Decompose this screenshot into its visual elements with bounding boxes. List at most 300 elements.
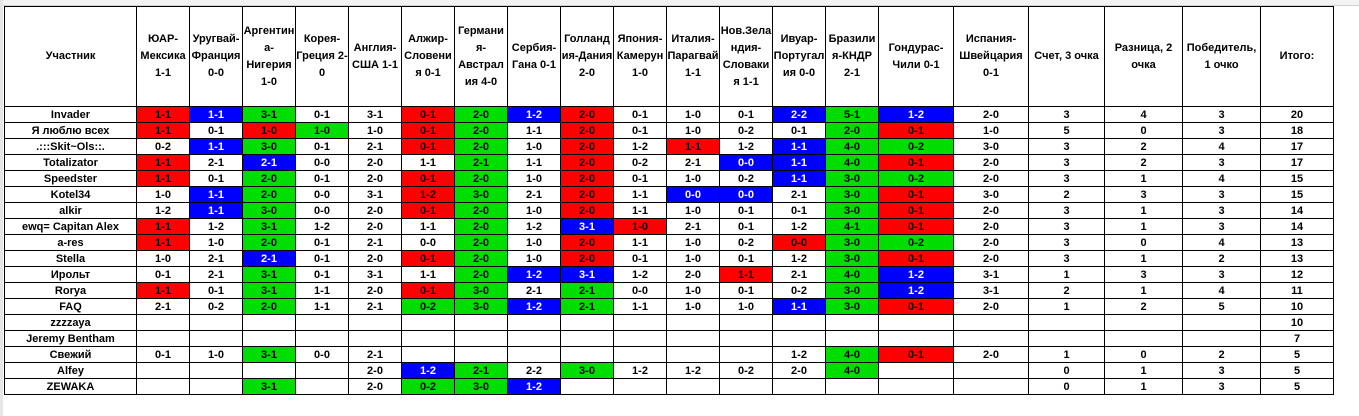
prediction-cell[interactable]: 2-0 bbox=[455, 171, 508, 187]
prediction-cell[interactable]: 0-1 bbox=[402, 203, 455, 219]
prediction-cell[interactable]: 2-0 bbox=[561, 123, 614, 139]
prediction-cell[interactable]: 2-0 bbox=[561, 235, 614, 251]
winner-cell[interactable]: 3 bbox=[1183, 155, 1261, 171]
prediction-cell[interactable]: 1-1 bbox=[137, 123, 190, 139]
total-cell[interactable]: 20 bbox=[1261, 107, 1334, 123]
prediction-cell[interactable]: 3-1 bbox=[954, 283, 1029, 299]
prediction-cell[interactable]: 1-1 bbox=[508, 123, 561, 139]
prediction-cell[interactable]: 1-1 bbox=[137, 107, 190, 123]
prediction-cell[interactable]: 3-0 bbox=[455, 187, 508, 203]
total-cell[interactable]: 15 bbox=[1261, 171, 1334, 187]
winner-cell[interactable]: 3 bbox=[1183, 379, 1261, 395]
prediction-cell[interactable]: 1-2 bbox=[773, 347, 826, 363]
prediction-cell[interactable]: 2-0 bbox=[243, 235, 296, 251]
prediction-cell[interactable]: 3-1 bbox=[349, 187, 402, 203]
prediction-cell[interactable]: 1-2 bbox=[508, 379, 561, 395]
prediction-cell[interactable]: 0-0 bbox=[773, 235, 826, 251]
score-cell[interactable]: 1 bbox=[1029, 299, 1105, 315]
prediction-cell[interactable]: 2-0 bbox=[954, 155, 1029, 171]
prediction-cell[interactable]: 0-2 bbox=[402, 299, 455, 315]
prediction-cell[interactable] bbox=[190, 315, 243, 331]
participant-name-cell[interactable]: alkir bbox=[5, 203, 137, 219]
prediction-cell[interactable]: 2-0 bbox=[455, 123, 508, 139]
prediction-cell[interactable]: 2-0 bbox=[349, 219, 402, 235]
prediction-cell[interactable]: 2-2 bbox=[773, 107, 826, 123]
participant-name-cell[interactable]: Ирольт bbox=[5, 267, 137, 283]
prediction-cell[interactable]: 2-0 bbox=[349, 203, 402, 219]
total-cell[interactable]: 14 bbox=[1261, 219, 1334, 235]
column-header-4[interactable]: Корея-Греция 2-0 bbox=[296, 7, 349, 107]
column-header-19[interactable]: Победитель, 1 очко bbox=[1183, 7, 1261, 107]
prediction-cell[interactable]: 0-2 bbox=[720, 363, 773, 379]
prediction-cell[interactable]: 0-1 bbox=[773, 203, 826, 219]
diff-cell[interactable]: 2 bbox=[1105, 155, 1183, 171]
prediction-cell[interactable]: 0-0 bbox=[296, 155, 349, 171]
participant-name-cell[interactable]: Jeremy Bentham bbox=[5, 331, 137, 347]
prediction-cell[interactable]: 1-0 bbox=[508, 171, 561, 187]
prediction-cell[interactable]: 1-1 bbox=[137, 171, 190, 187]
prediction-cell[interactable]: 2-1 bbox=[773, 187, 826, 203]
prediction-cell[interactable] bbox=[296, 331, 349, 347]
column-header-3[interactable]: Аргентина-Нигерия 1-0 bbox=[243, 7, 296, 107]
prediction-cell[interactable]: 3-1 bbox=[349, 107, 402, 123]
prediction-cell[interactable] bbox=[879, 331, 954, 347]
prediction-cell[interactable]: 2-0 bbox=[561, 187, 614, 203]
prediction-cell[interactable]: 0-1 bbox=[296, 267, 349, 283]
prediction-cell[interactable]: 3-0 bbox=[826, 171, 879, 187]
winner-cell[interactable]: 4 bbox=[1183, 139, 1261, 155]
prediction-cell[interactable]: 2-1 bbox=[190, 251, 243, 267]
prediction-cell[interactable]: 1-0 bbox=[190, 347, 243, 363]
prediction-cell[interactable]: 2-0 bbox=[954, 219, 1029, 235]
diff-cell[interactable]: 2 bbox=[1105, 139, 1183, 155]
participant-name-cell[interactable]: Kotel34 bbox=[5, 187, 137, 203]
prediction-cell[interactable]: 2-0 bbox=[954, 299, 1029, 315]
prediction-cell[interactable]: 0-2 bbox=[190, 299, 243, 315]
prediction-cell[interactable]: 1-2 bbox=[614, 363, 667, 379]
prediction-cell[interactable] bbox=[773, 331, 826, 347]
prediction-cell[interactable]: 0-1 bbox=[296, 251, 349, 267]
prediction-cell[interactable] bbox=[773, 379, 826, 395]
participant-name-cell[interactable]: Speedster bbox=[5, 171, 137, 187]
prediction-cell[interactable]: 0-1 bbox=[296, 107, 349, 123]
participant-name-cell[interactable]: Свежий bbox=[5, 347, 137, 363]
prediction-cell[interactable]: 1-0 bbox=[720, 299, 773, 315]
prediction-cell[interactable]: 1-1 bbox=[190, 107, 243, 123]
prediction-cell[interactable]: 1-2 bbox=[402, 363, 455, 379]
prediction-cell[interactable] bbox=[614, 315, 667, 331]
prediction-cell[interactable]: 2-1 bbox=[508, 187, 561, 203]
prediction-cell[interactable] bbox=[667, 347, 720, 363]
prediction-cell[interactable]: 2-0 bbox=[349, 283, 402, 299]
prediction-cell[interactable]: 1-0 bbox=[667, 251, 720, 267]
prediction-cell[interactable]: 0-1 bbox=[402, 123, 455, 139]
prediction-cell[interactable]: 2-1 bbox=[190, 155, 243, 171]
participant-name-cell[interactable]: Rorya bbox=[5, 283, 137, 299]
prediction-cell[interactable]: 1-0 bbox=[667, 203, 720, 219]
prediction-cell[interactable]: 2-1 bbox=[243, 251, 296, 267]
prediction-cell[interactable] bbox=[243, 315, 296, 331]
prediction-cell[interactable]: 2-1 bbox=[508, 283, 561, 299]
prediction-cell[interactable]: 2-1 bbox=[349, 347, 402, 363]
prediction-cell[interactable] bbox=[137, 331, 190, 347]
score-cell[interactable]: 3 bbox=[1029, 235, 1105, 251]
prediction-cell[interactable]: 2-0 bbox=[561, 203, 614, 219]
prediction-cell[interactable]: 0-2 bbox=[614, 155, 667, 171]
total-cell[interactable]: 7 bbox=[1261, 331, 1334, 347]
prediction-cell[interactable]: 1-1 bbox=[773, 139, 826, 155]
prediction-cell[interactable]: 3-0 bbox=[243, 139, 296, 155]
column-header-5[interactable]: Англия-США 1-1 bbox=[349, 7, 402, 107]
prediction-cell[interactable]: 1-2 bbox=[402, 187, 455, 203]
diff-cell[interactable]: 1 bbox=[1105, 251, 1183, 267]
prediction-cell[interactable] bbox=[349, 331, 402, 347]
prediction-cell[interactable]: 0-1 bbox=[137, 267, 190, 283]
total-cell[interactable]: 5 bbox=[1261, 363, 1334, 379]
prediction-cell[interactable]: 0-1 bbox=[402, 283, 455, 299]
prediction-cell[interactable] bbox=[720, 331, 773, 347]
prediction-cell[interactable]: 2-1 bbox=[349, 299, 402, 315]
prediction-cell[interactable]: 1-1 bbox=[614, 187, 667, 203]
prediction-cell[interactable]: 3-0 bbox=[243, 203, 296, 219]
prediction-cell[interactable]: 1-1 bbox=[137, 155, 190, 171]
prediction-cell[interactable]: 1-0 bbox=[667, 107, 720, 123]
total-cell[interactable]: 17 bbox=[1261, 155, 1334, 171]
prediction-cell[interactable] bbox=[455, 347, 508, 363]
prediction-cell[interactable]: 2-0 bbox=[455, 235, 508, 251]
prediction-cell[interactable]: 1-0 bbox=[349, 123, 402, 139]
prediction-cell[interactable]: 0-2 bbox=[402, 379, 455, 395]
prediction-cell[interactable] bbox=[137, 363, 190, 379]
prediction-cell[interactable] bbox=[296, 363, 349, 379]
prediction-cell[interactable]: 0-1 bbox=[402, 251, 455, 267]
column-header-20[interactable]: Итого: bbox=[1261, 7, 1334, 107]
diff-cell[interactable]: 4 bbox=[1105, 107, 1183, 123]
score-cell[interactable]: 3 bbox=[1029, 155, 1105, 171]
prediction-cell[interactable]: 1-1 bbox=[402, 267, 455, 283]
diff-cell[interactable]: 2 bbox=[1105, 299, 1183, 315]
diff-cell[interactable] bbox=[1105, 331, 1183, 347]
score-cell[interactable] bbox=[1029, 331, 1105, 347]
prediction-cell[interactable]: 1-0 bbox=[137, 187, 190, 203]
prediction-cell[interactable]: 2-0 bbox=[954, 251, 1029, 267]
prediction-cell[interactable]: 2-0 bbox=[243, 299, 296, 315]
prediction-cell[interactable]: 1-1 bbox=[190, 187, 243, 203]
prediction-cell[interactable]: 0-1 bbox=[402, 107, 455, 123]
prediction-cell[interactable]: 1-0 bbox=[190, 235, 243, 251]
prediction-cell[interactable]: 1-1 bbox=[137, 235, 190, 251]
prediction-cell[interactable]: 0-0 bbox=[296, 347, 349, 363]
prediction-cell[interactable]: 1-0 bbox=[614, 219, 667, 235]
winner-cell[interactable]: 3 bbox=[1183, 187, 1261, 203]
prediction-cell[interactable]: 0-1 bbox=[879, 203, 954, 219]
prediction-cell[interactable]: 1-2 bbox=[667, 363, 720, 379]
prediction-cell[interactable] bbox=[455, 315, 508, 331]
prediction-cell[interactable] bbox=[243, 331, 296, 347]
prediction-cell[interactable]: 5-1 bbox=[826, 107, 879, 123]
prediction-cell[interactable]: 1-1 bbox=[773, 155, 826, 171]
participant-name-cell[interactable]: FAQ bbox=[5, 299, 137, 315]
prediction-cell[interactable]: 0-1 bbox=[614, 123, 667, 139]
prediction-cell[interactable]: 1-2 bbox=[614, 267, 667, 283]
diff-cell[interactable]: 1 bbox=[1105, 219, 1183, 235]
column-header-11[interactable]: Италия-Парагвай 1-1 bbox=[667, 7, 720, 107]
prediction-cell[interactable] bbox=[455, 331, 508, 347]
prediction-cell[interactable]: 0-1 bbox=[879, 299, 954, 315]
prediction-cell[interactable] bbox=[954, 315, 1029, 331]
prediction-cell[interactable] bbox=[508, 331, 561, 347]
prediction-cell[interactable]: 2-0 bbox=[667, 267, 720, 283]
prediction-cell[interactable]: 2-0 bbox=[349, 155, 402, 171]
prediction-cell[interactable]: 1-1 bbox=[508, 155, 561, 171]
total-cell[interactable]: 17 bbox=[1261, 139, 1334, 155]
column-header-7[interactable]: Германия-Австралия 4-0 bbox=[455, 7, 508, 107]
prediction-cell[interactable]: 2-2 bbox=[508, 363, 561, 379]
prediction-cell[interactable]: 1-0 bbox=[667, 235, 720, 251]
winner-cell[interactable]: 2 bbox=[1183, 251, 1261, 267]
total-cell[interactable]: 13 bbox=[1261, 235, 1334, 251]
score-cell[interactable]: 1 bbox=[1029, 267, 1105, 283]
prediction-cell[interactable] bbox=[137, 315, 190, 331]
prediction-cell[interactable]: 4-0 bbox=[826, 155, 879, 171]
prediction-cell[interactable]: 3-1 bbox=[243, 267, 296, 283]
prediction-cell[interactable]: 2-0 bbox=[349, 363, 402, 379]
column-header-12[interactable]: Нов.Зеландия-Словакия 1-1 bbox=[720, 7, 773, 107]
participant-name-cell[interactable]: Totalizator bbox=[5, 155, 137, 171]
diff-cell[interactable]: 1 bbox=[1105, 171, 1183, 187]
prediction-cell[interactable]: 1-0 bbox=[508, 139, 561, 155]
prediction-cell[interactable]: 1-1 bbox=[137, 283, 190, 299]
participant-name-cell[interactable]: ZEWAKA bbox=[5, 379, 137, 395]
diff-cell[interactable]: 3 bbox=[1105, 267, 1183, 283]
prediction-cell[interactable]: 1-0 bbox=[243, 123, 296, 139]
participant-name-cell[interactable]: Stella bbox=[5, 251, 137, 267]
prediction-cell[interactable] bbox=[190, 379, 243, 395]
winner-cell[interactable]: 4 bbox=[1183, 283, 1261, 299]
prediction-cell[interactable] bbox=[296, 379, 349, 395]
prediction-cell[interactable]: 1-1 bbox=[614, 299, 667, 315]
prediction-cell[interactable]: 1-2 bbox=[508, 107, 561, 123]
prediction-cell[interactable]: 2-1 bbox=[190, 267, 243, 283]
prediction-cell[interactable]: 1-1 bbox=[773, 299, 826, 315]
prediction-cell[interactable] bbox=[720, 347, 773, 363]
column-header-participant[interactable]: Участник bbox=[5, 7, 137, 107]
diff-cell[interactable]: 1 bbox=[1105, 363, 1183, 379]
prediction-cell[interactable] bbox=[614, 379, 667, 395]
prediction-cell[interactable]: 2-0 bbox=[455, 139, 508, 155]
prediction-cell[interactable] bbox=[879, 315, 954, 331]
prediction-cell[interactable] bbox=[349, 315, 402, 331]
prediction-cell[interactable]: 2-1 bbox=[667, 219, 720, 235]
diff-cell[interactable]: 0 bbox=[1105, 235, 1183, 251]
prediction-cell[interactable]: 2-0 bbox=[455, 267, 508, 283]
total-cell[interactable]: 5 bbox=[1261, 347, 1334, 363]
prediction-cell[interactable]: 0-1 bbox=[296, 139, 349, 155]
prediction-cell[interactable]: 1-2 bbox=[508, 219, 561, 235]
prediction-cell[interactable] bbox=[720, 379, 773, 395]
score-cell[interactable]: 3 bbox=[1029, 251, 1105, 267]
prediction-cell[interactable]: 1-2 bbox=[720, 139, 773, 155]
prediction-cell[interactable]: 3-1 bbox=[243, 219, 296, 235]
prediction-cell[interactable]: 2-1 bbox=[773, 267, 826, 283]
column-header-6[interactable]: Алжир-Словения 0-1 bbox=[402, 7, 455, 107]
prediction-cell[interactable]: 1-0 bbox=[296, 123, 349, 139]
prediction-cell[interactable]: 2-1 bbox=[455, 155, 508, 171]
prediction-cell[interactable]: 2-1 bbox=[349, 235, 402, 251]
winner-cell[interactable]: 3 bbox=[1183, 203, 1261, 219]
prediction-cell[interactable]: 2-0 bbox=[561, 107, 614, 123]
prediction-cell[interactable] bbox=[954, 331, 1029, 347]
prediction-cell[interactable]: 2-0 bbox=[561, 155, 614, 171]
prediction-cell[interactable]: 3-0 bbox=[826, 299, 879, 315]
diff-cell[interactable]: 1 bbox=[1105, 379, 1183, 395]
total-cell[interactable]: 10 bbox=[1261, 315, 1334, 331]
prediction-cell[interactable] bbox=[561, 379, 614, 395]
winner-cell[interactable]: 3 bbox=[1183, 107, 1261, 123]
prediction-cell[interactable]: 3-1 bbox=[243, 379, 296, 395]
prediction-cell[interactable]: 0-2 bbox=[720, 235, 773, 251]
prediction-cell[interactable]: 1-0 bbox=[954, 123, 1029, 139]
winner-cell[interactable] bbox=[1183, 315, 1261, 331]
prediction-cell[interactable]: 3-1 bbox=[349, 267, 402, 283]
prediction-cell[interactable]: 2-1 bbox=[561, 299, 614, 315]
prediction-cell[interactable]: 0-1 bbox=[296, 235, 349, 251]
prediction-cell[interactable]: 4-0 bbox=[826, 347, 879, 363]
prediction-cell[interactable] bbox=[667, 331, 720, 347]
prediction-cell[interactable]: 2-0 bbox=[954, 347, 1029, 363]
prediction-cell[interactable]: 2-0 bbox=[455, 219, 508, 235]
column-header-18[interactable]: Разница, 2 очка bbox=[1105, 7, 1183, 107]
prediction-cell[interactable]: 1-1 bbox=[667, 139, 720, 155]
score-cell[interactable]: 5 bbox=[1029, 123, 1105, 139]
prediction-cell[interactable] bbox=[243, 363, 296, 379]
prediction-cell[interactable]: 1-2 bbox=[879, 107, 954, 123]
prediction-cell[interactable]: 2-0 bbox=[954, 203, 1029, 219]
prediction-cell[interactable]: 1-0 bbox=[508, 203, 561, 219]
prediction-cell[interactable] bbox=[561, 347, 614, 363]
prediction-cell[interactable]: 1-1 bbox=[614, 235, 667, 251]
prediction-cell[interactable]: 0-1 bbox=[402, 171, 455, 187]
prediction-cell[interactable]: 1-2 bbox=[614, 139, 667, 155]
prediction-cell[interactable]: 2-1 bbox=[349, 139, 402, 155]
prediction-cell[interactable]: 3-1 bbox=[954, 267, 1029, 283]
prediction-cell[interactable] bbox=[190, 331, 243, 347]
diff-cell[interactable]: 1 bbox=[1105, 283, 1183, 299]
prediction-cell[interactable]: 0-1 bbox=[614, 171, 667, 187]
prediction-cell[interactable]: 1-2 bbox=[773, 251, 826, 267]
prediction-cell[interactable]: 3-0 bbox=[455, 379, 508, 395]
winner-cell[interactable]: 2 bbox=[1183, 347, 1261, 363]
prediction-cell[interactable] bbox=[190, 363, 243, 379]
total-cell[interactable]: 10 bbox=[1261, 299, 1334, 315]
prediction-cell[interactable]: 1-1 bbox=[190, 203, 243, 219]
prediction-cell[interactable]: 0-2 bbox=[879, 171, 954, 187]
prediction-cell[interactable]: 1-2 bbox=[508, 299, 561, 315]
prediction-cell[interactable] bbox=[954, 363, 1029, 379]
prediction-cell[interactable]: 0-1 bbox=[614, 107, 667, 123]
prediction-cell[interactable]: 1-2 bbox=[879, 267, 954, 283]
prediction-cell[interactable]: 0-1 bbox=[190, 283, 243, 299]
prediction-cell[interactable] bbox=[508, 347, 561, 363]
prediction-cell[interactable] bbox=[879, 363, 954, 379]
prediction-cell[interactable]: 2-0 bbox=[954, 107, 1029, 123]
prediction-cell[interactable]: 2-1 bbox=[561, 283, 614, 299]
prediction-cell[interactable]: 0-1 bbox=[773, 123, 826, 139]
prediction-cell[interactable]: 0-1 bbox=[720, 251, 773, 267]
prediction-cell[interactable]: 4-1 bbox=[826, 219, 879, 235]
winner-cell[interactable]: 4 bbox=[1183, 171, 1261, 187]
prediction-cell[interactable]: 0-1 bbox=[614, 251, 667, 267]
participant-name-cell[interactable]: a-res bbox=[5, 235, 137, 251]
prediction-cell[interactable]: 0-1 bbox=[137, 347, 190, 363]
prediction-cell[interactable]: 2-0 bbox=[349, 251, 402, 267]
prediction-cell[interactable]: 2-1 bbox=[667, 155, 720, 171]
prediction-cell[interactable]: 0-1 bbox=[879, 251, 954, 267]
prediction-cell[interactable]: 1-1 bbox=[402, 219, 455, 235]
prediction-cell[interactable]: 0-2 bbox=[879, 139, 954, 155]
prediction-cell[interactable]: 2-0 bbox=[455, 107, 508, 123]
total-cell[interactable]: 18 bbox=[1261, 123, 1334, 139]
prediction-cell[interactable] bbox=[614, 331, 667, 347]
prediction-cell[interactable] bbox=[614, 347, 667, 363]
diff-cell[interactable]: 1 bbox=[1105, 203, 1183, 219]
prediction-cell[interactable]: 2-0 bbox=[561, 139, 614, 155]
prediction-cell[interactable]: 1-2 bbox=[879, 283, 954, 299]
prediction-cell[interactable]: 1-0 bbox=[667, 171, 720, 187]
score-cell[interactable] bbox=[1029, 315, 1105, 331]
prediction-cell[interactable]: 0-1 bbox=[879, 347, 954, 363]
score-cell[interactable]: 0 bbox=[1029, 379, 1105, 395]
column-header-1[interactable]: ЮАР-Мексика 1-1 bbox=[137, 7, 190, 107]
prediction-cell[interactable]: 2-1 bbox=[243, 155, 296, 171]
score-cell[interactable]: 3 bbox=[1029, 139, 1105, 155]
prediction-cell[interactable]: 0-0 bbox=[667, 187, 720, 203]
prediction-cell[interactable]: 2-0 bbox=[954, 235, 1029, 251]
diff-cell[interactable] bbox=[1105, 315, 1183, 331]
score-cell[interactable]: 2 bbox=[1029, 187, 1105, 203]
column-header-2[interactable]: Уругвай-Франция 0-0 bbox=[190, 7, 243, 107]
prediction-cell[interactable]: 1-1 bbox=[296, 283, 349, 299]
column-header-9[interactable]: Голландия-Дания 2-0 bbox=[561, 7, 614, 107]
prediction-cell[interactable]: 1-0 bbox=[667, 283, 720, 299]
prediction-cell[interactable]: 1-1 bbox=[720, 267, 773, 283]
winner-cell[interactable]: 4 bbox=[1183, 235, 1261, 251]
total-cell[interactable]: 15 bbox=[1261, 187, 1334, 203]
prediction-cell[interactable]: 0-1 bbox=[720, 283, 773, 299]
prediction-cell[interactable] bbox=[667, 379, 720, 395]
participant-name-cell[interactable]: zzzzaya bbox=[5, 315, 137, 331]
prediction-cell[interactable] bbox=[137, 379, 190, 395]
prediction-cell[interactable]: 2-0 bbox=[349, 379, 402, 395]
prediction-cell[interactable] bbox=[561, 331, 614, 347]
prediction-cell[interactable] bbox=[402, 347, 455, 363]
prediction-cell[interactable]: 3-1 bbox=[561, 219, 614, 235]
prediction-cell[interactable]: 0-1 bbox=[720, 107, 773, 123]
prediction-cell[interactable]: 2-0 bbox=[826, 123, 879, 139]
prediction-cell[interactable]: 2-0 bbox=[243, 171, 296, 187]
prediction-cell[interactable] bbox=[402, 315, 455, 331]
prediction-cell[interactable]: 3-0 bbox=[954, 139, 1029, 155]
score-cell[interactable]: 1 bbox=[1029, 347, 1105, 363]
prediction-cell[interactable]: 3-0 bbox=[826, 235, 879, 251]
prediction-cell[interactable]: 3-0 bbox=[826, 283, 879, 299]
prediction-cell[interactable]: 1-1 bbox=[773, 171, 826, 187]
prediction-cell[interactable]: 2-0 bbox=[561, 171, 614, 187]
prediction-cell[interactable] bbox=[508, 315, 561, 331]
participant-name-cell[interactable]: Invader bbox=[5, 107, 137, 123]
prediction-cell[interactable]: 1-1 bbox=[296, 299, 349, 315]
prediction-cell[interactable]: 2-0 bbox=[561, 251, 614, 267]
